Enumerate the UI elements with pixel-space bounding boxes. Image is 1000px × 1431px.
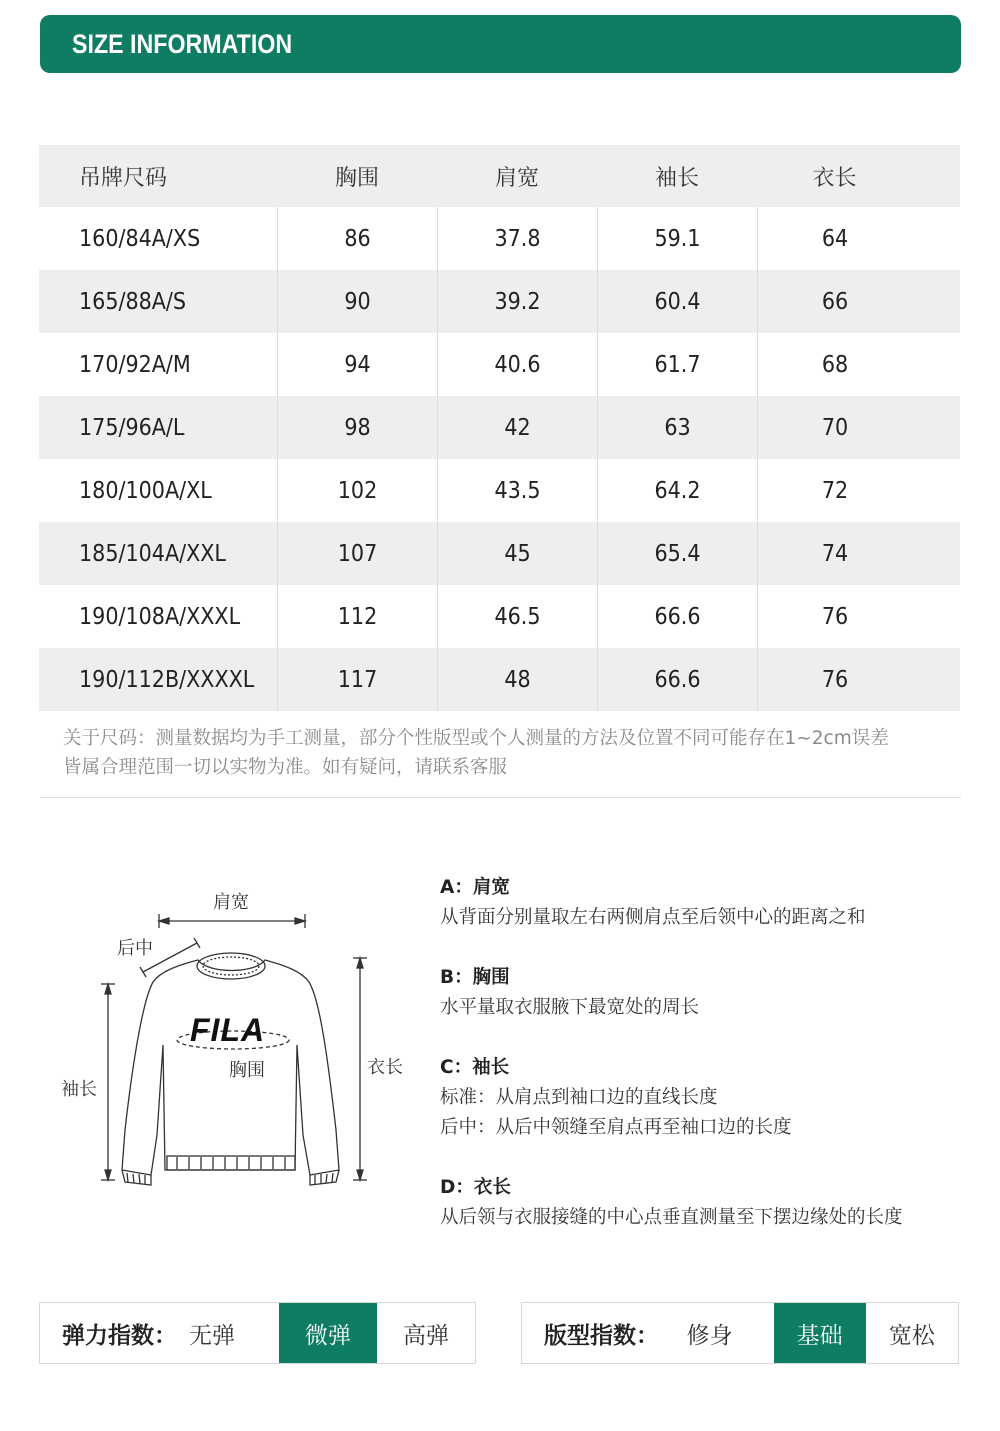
cell-shoulder: 39.2 xyxy=(437,270,597,333)
note-line-1: 关于尺码：测量数据均为手工测量，部分个性版型或个人测量的方法及位置不同可能存在1~2cm误差 xyxy=(63,728,889,749)
cell-length: 66 xyxy=(757,270,912,333)
cell-chest: 90 xyxy=(277,270,437,333)
cell-shoulder: 43.5 xyxy=(437,459,597,522)
definition-text: 标准：从肩点到袖口边的直线长度 xyxy=(440,1087,718,1108)
cell-sleeve: 63 xyxy=(597,396,757,459)
elasticity-option-slight: 微弹 xyxy=(279,1303,377,1363)
fit-index xyxy=(521,1302,959,1364)
size-table xyxy=(39,145,960,711)
label-chest: 胸围 xyxy=(229,1060,265,1081)
cell-length: 74 xyxy=(757,522,912,585)
elasticity-option-none: 无弹 xyxy=(189,1322,236,1349)
cell-size: 190/108A/XXXL xyxy=(79,603,241,630)
fit-option-loose: 宽松 xyxy=(888,1322,935,1349)
definition-text: 水平量取衣服腋下最宽处的周长 xyxy=(440,997,700,1018)
table-header-row xyxy=(39,145,960,207)
cell-shoulder: 46.5 xyxy=(437,585,597,648)
cell-length: 64 xyxy=(757,207,912,270)
header-sleeve: 袖长 xyxy=(654,165,699,191)
definition-length xyxy=(440,1173,903,1229)
cell-shoulder: 37.8 xyxy=(437,207,597,270)
cell-length: 68 xyxy=(757,333,912,396)
label-back-center: 后中 xyxy=(117,938,153,959)
definition-sleeve xyxy=(440,1053,792,1139)
fit-label: 版型指数： xyxy=(544,1322,659,1349)
header-tag-size: 吊牌尺码 xyxy=(79,165,168,191)
cell-chest: 107 xyxy=(277,522,437,585)
definition-title: C：袖长 xyxy=(440,1057,510,1078)
cell-sleeve: 66.6 xyxy=(597,585,757,648)
elasticity-label: 弹力指数： xyxy=(62,1322,177,1349)
cell-length: 76 xyxy=(757,648,912,711)
table-row xyxy=(39,648,960,711)
header-shoulder: 肩宽 xyxy=(494,165,539,191)
cell-chest: 112 xyxy=(277,585,437,648)
size-note xyxy=(63,724,963,782)
cell-size: 185/104A/XXL xyxy=(79,540,226,567)
cell-sleeve: 61.7 xyxy=(597,333,757,396)
cell-sleeve: 65.4 xyxy=(597,522,757,585)
definition-text: 从背面分别量取左右两侧肩点至后领中心的距离之和 xyxy=(440,907,866,928)
definition-shoulder xyxy=(440,873,866,929)
definition-title: D：衣长 xyxy=(440,1177,511,1198)
elasticity-index xyxy=(39,1302,476,1364)
cell-size: 160/84A/XS xyxy=(79,225,201,252)
cell-chest: 102 xyxy=(277,459,437,522)
divider xyxy=(40,797,961,798)
table-row xyxy=(39,207,960,270)
cell-length: 76 xyxy=(757,585,912,648)
table-row xyxy=(39,585,960,648)
fit-option-regular: 基础 xyxy=(774,1303,866,1363)
label-length: 衣长 xyxy=(367,1057,403,1078)
cell-sleeve: 66.6 xyxy=(597,648,757,711)
fit-option-slim: 修身 xyxy=(686,1322,733,1349)
cell-sleeve: 60.4 xyxy=(597,270,757,333)
definition-title: A：肩宽 xyxy=(440,877,510,898)
header-chest: 胸围 xyxy=(334,165,379,191)
header-length: 衣长 xyxy=(812,165,857,191)
table-row xyxy=(39,459,960,522)
table-row xyxy=(39,270,960,333)
cell-shoulder: 45 xyxy=(437,522,597,585)
cell-sleeve: 64.2 xyxy=(597,459,757,522)
cell-size: 180/100A/XL xyxy=(79,477,212,504)
cell-size: 175/96A/L xyxy=(79,414,185,441)
table-row xyxy=(39,522,960,585)
label-shoulder: 肩宽 xyxy=(213,892,249,913)
definition-chest xyxy=(440,963,699,1019)
cell-sleeve: 59.1 xyxy=(597,207,757,270)
label-sleeve: 袖长 xyxy=(61,1079,97,1100)
cell-shoulder: 40.6 xyxy=(437,333,597,396)
cell-shoulder: 48 xyxy=(437,648,597,711)
table-row xyxy=(39,333,960,396)
cell-size: 165/88A/S xyxy=(79,288,187,315)
cell-size: 170/92A/M xyxy=(79,351,191,378)
elasticity-option-high: 高弹 xyxy=(402,1322,449,1349)
fila-logo: FILA xyxy=(190,1012,266,1048)
cell-length: 70 xyxy=(757,396,912,459)
header-title: SIZE INFORMATION xyxy=(72,29,293,59)
cell-chest: 94 xyxy=(277,333,437,396)
cell-chest: 98 xyxy=(277,396,437,459)
cell-length: 72 xyxy=(757,459,912,522)
note-line-2: 皆属合理范围一切以实物为准。如有疑问，请联系客服 xyxy=(63,757,508,778)
cell-chest: 117 xyxy=(277,648,437,711)
definition-text: 后中：从后中领缝至肩点再至袖口边的长度 xyxy=(440,1117,792,1138)
cell-chest: 86 xyxy=(277,207,437,270)
definition-text: 从后领与衣服接缝的中心点垂直测量至下摆边缘处的长度 xyxy=(440,1207,903,1228)
table-row xyxy=(39,396,960,459)
measurement-diagram xyxy=(55,870,415,1200)
size-info-header xyxy=(40,15,961,73)
cell-shoulder: 42 xyxy=(437,396,597,459)
definition-title: B：胸围 xyxy=(440,967,510,988)
cell-size: 190/112B/XXXXL xyxy=(79,666,255,693)
